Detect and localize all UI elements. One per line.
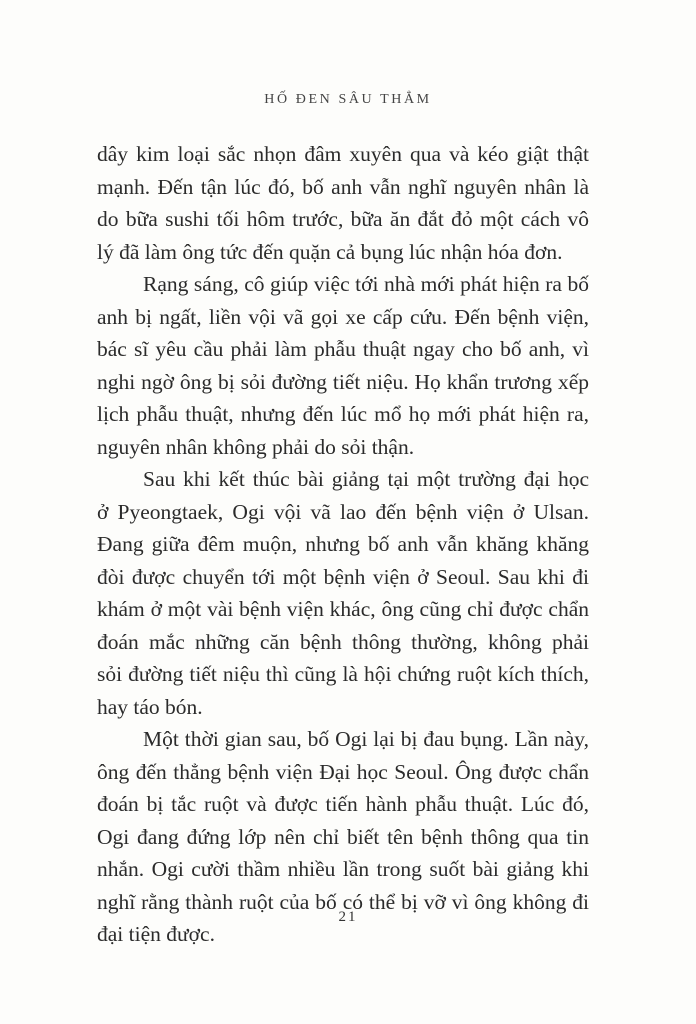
text-line: lý đã làm ông tức đến quặn cả bụng lúc nhận hóa đơn. <box>97 239 563 264</box>
text-line: đại tiện được. <box>97 922 215 946</box>
running-header: HỐ ĐEN SÂU THẲM <box>264 92 432 107</box>
text-line: anh bị ngất, liền vội vã gọi xe cấp cứu. Đến bệnh viện, <box>97 304 589 329</box>
text-line: Một thời gian sau, bố Ogi lại bị đau bụng. Lần này, <box>143 727 589 751</box>
text-line: nhắn. Ogi cười thầm nhiều lần trong suốt bài giảng khi <box>97 857 589 881</box>
text-line: ở Pyeongtaek, Ogi vội vã lao đến bệnh viện ở Ulsan. <box>97 499 589 524</box>
text-line: khám ở một vài bệnh viện khác, ông cũng chỉ được chẩn <box>97 597 589 621</box>
text-line: ông đến thẳng bệnh viện Đại học Seoul. Ông được chẩn <box>97 759 589 784</box>
body-text <box>97 138 589 951</box>
text-line: đoán mắc những căn bệnh thông thường, không phải <box>97 629 589 654</box>
text-line: dây kim loại sắc nhọn đâm xuyên qua và kéo giật thật <box>97 142 589 166</box>
text-line: do bữa sushi tối hôm trước, bữa ăn đắt đỏ một cách vô <box>97 207 589 231</box>
page-number: 21 <box>338 909 358 925</box>
paragraph <box>97 138 589 268</box>
text-line: nghĩ rằng thành ruột của bố có thể bị vỡ vì ông không đi <box>97 889 589 914</box>
text-line: đoán bị tắc ruột và được tiến hành phẫu thuật. Lúc đó, <box>97 792 589 816</box>
text-line: mạnh. Đến tận lúc đó, bố anh vẫn nghĩ nguyên nhân là <box>97 174 589 199</box>
text-line: nghi ngờ ông bị sỏi đường tiết niệu. Họ khẩn trương xếp <box>97 369 589 394</box>
text-line: Sau khi kết thúc bài giảng tại một trường đại học <box>143 467 589 491</box>
text-line: lịch phẫu thuật, nhưng đến lúc mổ họ mới phát hiện ra, <box>97 402 589 426</box>
text-line: Đang giữa đêm muộn, nhưng bố anh vẫn khăng khăng <box>97 532 589 556</box>
text-line: bác sĩ yêu cầu phải làm phẫu thuật ngay cho bố anh, vì <box>97 337 589 361</box>
text-line: hay táo bón. <box>97 694 203 719</box>
text-line: nguyên nhân không phải do sỏi thận. <box>97 434 415 459</box>
text-line: Rạng sáng, cô giúp việc tới nhà mới phát hiện ra bố <box>143 272 589 296</box>
text-line: Ogi đang đứng lớp nên chỉ biết tên bệnh thông qua tin <box>97 824 589 849</box>
paragraph <box>97 268 589 463</box>
paragraph <box>97 463 589 723</box>
text-line: đòi được chuyển tới một bệnh viện ở Seoul. Sau khi đi <box>97 564 589 589</box>
text-line: sỏi đường tiết niệu thì cũng là hội chứng ruột kích thích, <box>97 662 589 686</box>
